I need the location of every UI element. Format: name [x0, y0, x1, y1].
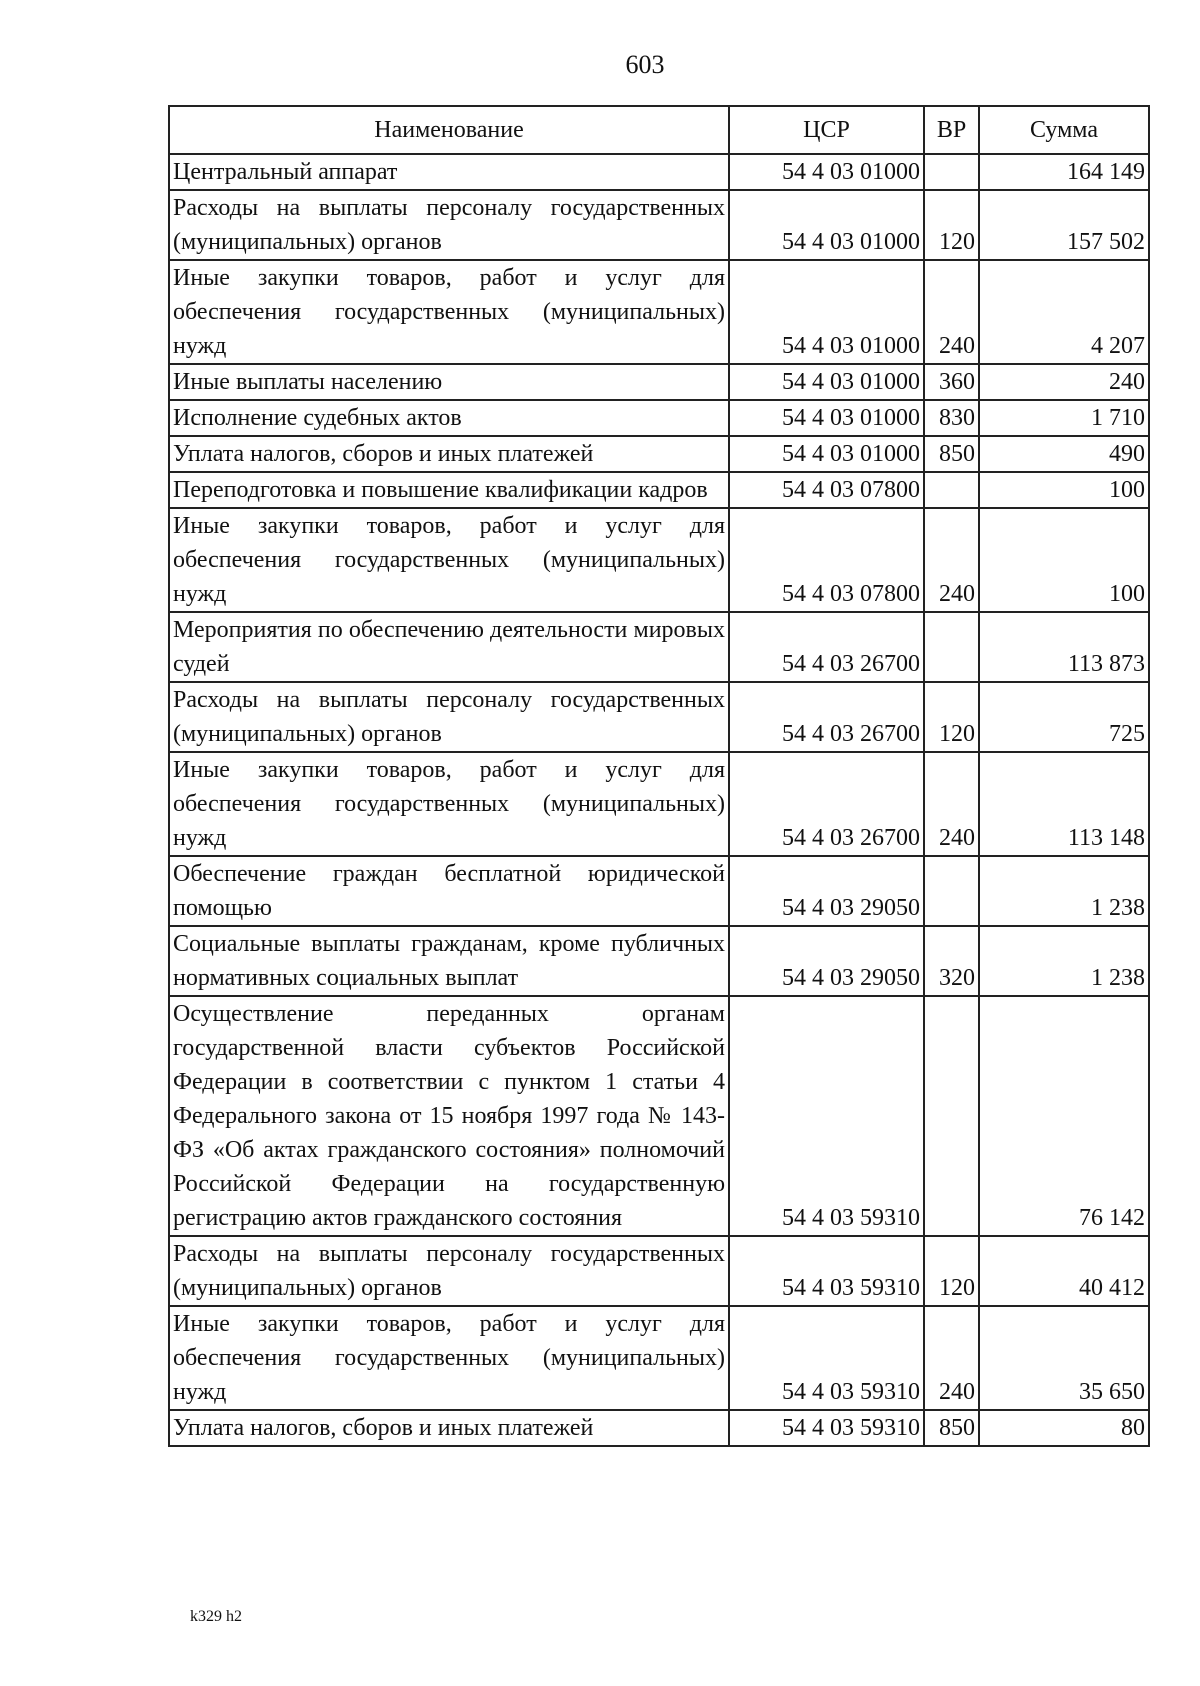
cell-name: Переподготовка и повышение квалификации кадров	[169, 472, 729, 508]
cell-csr: 54 4 03 07800	[729, 472, 924, 508]
cell-vr: 240	[924, 1306, 979, 1410]
cell-sum: 157 502	[979, 190, 1149, 260]
cell-sum: 76 142	[979, 996, 1149, 1236]
cell-csr: 54 4 03 26700	[729, 612, 924, 682]
table-header-row	[169, 106, 1149, 154]
table-row	[169, 472, 1149, 508]
cell-csr: 54 4 03 26700	[729, 682, 924, 752]
cell-csr: 54 4 03 01000	[729, 400, 924, 436]
cell-name: Расходы на выплаты персоналу государственных (муниципальных) органов	[169, 1236, 729, 1306]
table-row	[169, 436, 1149, 472]
cell-vr: 360	[924, 364, 979, 400]
header-csr: ЦСР	[729, 106, 924, 154]
cell-csr: 54 4 03 01000	[729, 154, 924, 190]
table-row	[169, 682, 1149, 752]
table-row	[169, 260, 1149, 364]
cell-sum: 35 650	[979, 1306, 1149, 1410]
cell-name: Расходы на выплаты персоналу государственных (муниципальных) органов	[169, 682, 729, 752]
cell-sum: 80	[979, 1410, 1149, 1446]
table-row	[169, 1410, 1149, 1446]
cell-name: Иные закупки товаров, работ и услуг для обеспечения государственных (муниципальных) нужд	[169, 1306, 729, 1410]
cell-vr: 830	[924, 400, 979, 436]
cell-sum: 40 412	[979, 1236, 1149, 1306]
table-row	[169, 926, 1149, 996]
cell-csr: 54 4 03 01000	[729, 436, 924, 472]
cell-sum: 113 148	[979, 752, 1149, 856]
table-row	[169, 1306, 1149, 1410]
cell-name: Обеспечение граждан бесплатной юридической помощью	[169, 856, 729, 926]
table-row	[169, 508, 1149, 612]
cell-sum: 113 873	[979, 612, 1149, 682]
cell-csr: 54 4 03 59310	[729, 1236, 924, 1306]
cell-csr: 54 4 03 59310	[729, 1410, 924, 1446]
cell-name: Расходы на выплаты персоналу государственных (муниципальных) органов	[169, 190, 729, 260]
cell-vr	[924, 996, 979, 1236]
cell-sum: 490	[979, 436, 1149, 472]
cell-name: Иные закупки товаров, работ и услуг для обеспечения государственных (муниципальных) нужд	[169, 752, 729, 856]
cell-sum: 164 149	[979, 154, 1149, 190]
cell-vr: 850	[924, 436, 979, 472]
cell-name: Социальные выплаты гражданам, кроме публичных нормативных социальных выплат	[169, 926, 729, 996]
table-row	[169, 154, 1149, 190]
cell-csr: 54 4 03 59310	[729, 996, 924, 1236]
header-name: Наименование	[169, 106, 729, 154]
cell-vr	[924, 856, 979, 926]
table-body	[169, 154, 1149, 1446]
cell-vr	[924, 612, 979, 682]
budget-table	[168, 105, 1150, 1447]
cell-vr: 240	[924, 508, 979, 612]
table-row	[169, 400, 1149, 436]
cell-csr: 54 4 03 29050	[729, 856, 924, 926]
cell-csr: 54 4 03 26700	[729, 752, 924, 856]
cell-sum: 1 238	[979, 856, 1149, 926]
table-row	[169, 190, 1149, 260]
cell-name: Иные закупки товаров, работ и услуг для обеспечения государственных (муниципальных) нужд	[169, 260, 729, 364]
cell-vr: 240	[924, 752, 979, 856]
cell-vr: 850	[924, 1410, 979, 1446]
cell-vr: 240	[924, 260, 979, 364]
cell-sum: 100	[979, 472, 1149, 508]
cell-sum: 1 710	[979, 400, 1149, 436]
cell-vr: 120	[924, 682, 979, 752]
cell-sum: 240	[979, 364, 1149, 400]
header-sum: Сумма	[979, 106, 1149, 154]
cell-vr: 120	[924, 190, 979, 260]
table-row	[169, 364, 1149, 400]
cell-sum: 725	[979, 682, 1149, 752]
cell-name: Центральный аппарат	[169, 154, 729, 190]
table-row	[169, 1236, 1149, 1306]
cell-name: Иные выплаты населению	[169, 364, 729, 400]
cell-csr: 54 4 03 07800	[729, 508, 924, 612]
table-row	[169, 996, 1149, 1236]
table-row	[169, 612, 1149, 682]
cell-csr: 54 4 03 01000	[729, 190, 924, 260]
cell-name: Исполнение судебных актов	[169, 400, 729, 436]
cell-name: Мероприятия по обеспечению деятельности мировых судей	[169, 612, 729, 682]
cell-name: Осуществление переданных органам государственной власти субъектов Российской Федерации в соответствии с пунктом 1 статьи 4 Федерального закона от 15 ноября 1997 года № 143-ФЗ «Об актах гражданского состояния» полномочий Российской Федерации на государственную регистрацию актов гражданского состояния	[169, 996, 729, 1236]
cell-sum: 1 238	[979, 926, 1149, 996]
cell-vr: 120	[924, 1236, 979, 1306]
cell-vr	[924, 154, 979, 190]
cell-vr	[924, 472, 979, 508]
cell-csr: 54 4 03 29050	[729, 926, 924, 996]
cell-vr: 320	[924, 926, 979, 996]
cell-name: Уплата налогов, сборов и иных платежей	[169, 1410, 729, 1446]
cell-name: Иные закупки товаров, работ и услуг для обеспечения государственных (муниципальных) нужд	[169, 508, 729, 612]
cell-csr: 54 4 03 01000	[729, 260, 924, 364]
cell-sum: 4 207	[979, 260, 1149, 364]
cell-csr: 54 4 03 59310	[729, 1306, 924, 1410]
page-number: 603	[625, 50, 665, 79]
table-row	[169, 752, 1149, 856]
footer-code: k329 h2	[190, 1608, 242, 1625]
cell-sum: 100	[979, 508, 1149, 612]
cell-csr: 54 4 03 01000	[729, 364, 924, 400]
header-vr: ВР	[924, 106, 979, 154]
cell-name: Уплата налогов, сборов и иных платежей	[169, 436, 729, 472]
table-row	[169, 856, 1149, 926]
